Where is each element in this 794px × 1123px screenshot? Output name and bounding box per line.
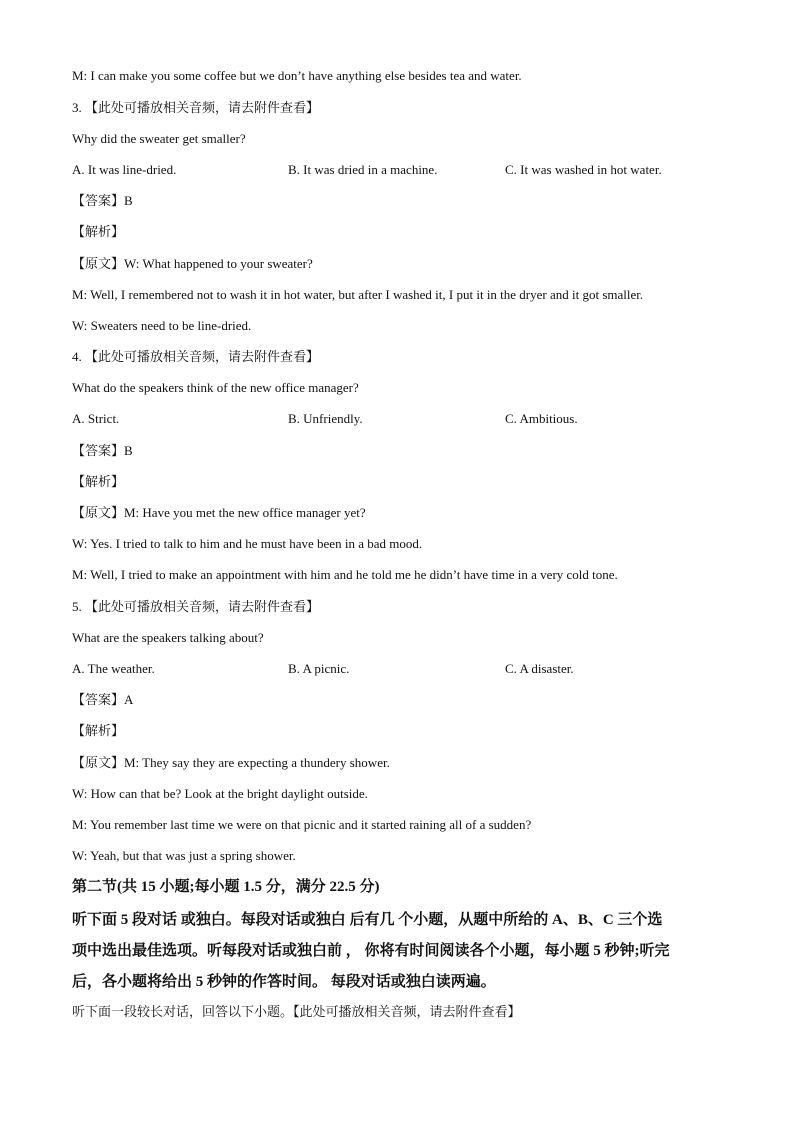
section-instructions-line: 听下面 5 段对话 或独白。每段对话或独白 后有几 个小题，从题中所给的 A、B、C 三个选 xyxy=(72,912,663,928)
transcript-line: W: Yeah, but that was just a spring shower. xyxy=(72,848,296,863)
analysis-label: 【解析】 xyxy=(72,723,125,738)
option-c: C. Ambitious. xyxy=(505,411,578,426)
answer-label: 【答案】A xyxy=(72,692,134,707)
analysis-label: 【解析】 xyxy=(72,224,125,239)
option-b: B. A picnic. xyxy=(288,661,350,676)
transcript-line: W: How can that be? Look at the bright daylight outside. xyxy=(72,786,368,801)
question-5-number: 5. 【此处可播放相关音频，请去附件查看】 xyxy=(72,599,320,614)
option-a: A. Strict. xyxy=(72,411,120,426)
section-heading: 第二节(共 15 小题;每小题 1.5 分，满分 22.5 分) xyxy=(72,879,380,895)
transcript-line: M: You remember last time we were on that picnic and it started raining all of a sudden? xyxy=(72,817,532,832)
transcript-line: 【原文】M: They say they are expecting a thundery shower. xyxy=(72,755,390,770)
transcript-line: M: Well, I tried to make an appointment with him and he told me he didn’t have time in a very cold tone. xyxy=(72,567,618,582)
transcript-line: M: Well, I remembered not to wash it in hot water, but after I washed it, I put it in the dryer and it got smaller. xyxy=(72,287,644,302)
option-a: A. The weather. xyxy=(72,661,155,676)
option-c: C. It was washed in hot water. xyxy=(505,162,662,177)
transcript-line: 【原文】M: Have you met the new office manager yet? xyxy=(72,505,366,520)
section-instructions-line: 项中选出最佳选项。听每段对话或独白前 ， 你将有时间阅读各个小题，每小题 5 秒钟;听完 xyxy=(72,943,670,959)
option-c: C. A disaster. xyxy=(505,661,574,676)
analysis-label: 【解析】 xyxy=(72,474,125,489)
option-a: A. It was line-dried. xyxy=(72,162,177,177)
question-5-text: What are the speakers talking about? xyxy=(72,630,264,645)
transcript-line: W: Sweaters need to be line-dried. xyxy=(72,318,252,333)
question-4-options xyxy=(72,411,722,427)
option-b: B. Unfriendly. xyxy=(288,411,363,426)
question-5-options xyxy=(72,661,722,677)
question-3-number: 3. 【此处可播放相关音频，请去附件查看】 xyxy=(72,100,320,115)
long-dialogue-prompt: 听下面一段较长对话，回答以下小题。【此处可播放相关音频，请去附件查看】 xyxy=(72,1004,521,1019)
question-3-text: Why did the sweater get smaller? xyxy=(72,131,246,146)
question-4-text: What do the speakers think of the new office manager? xyxy=(72,380,359,395)
transcript-line: W: Yes. I tried to talk to him and he must have been in a bad mood. xyxy=(72,536,423,551)
transcript-line: 【原文】W: What happened to your sweater? xyxy=(72,256,313,271)
option-b: B. It was dried in a machine. xyxy=(288,162,438,177)
section-instructions-line: 后，各小题将给出 5 秒钟的作答时间。 每段对话或独白读两遍。 xyxy=(72,974,496,990)
dialogue-line: M: I can make you some coffee but we don’t have anything else besides tea and water. xyxy=(72,68,522,83)
answer-label: 【答案】B xyxy=(72,443,133,458)
question-4-number: 4. 【此处可播放相关音频，请去附件查看】 xyxy=(72,349,320,364)
answer-label: 【答案】B xyxy=(72,193,133,208)
question-3-options xyxy=(72,162,722,178)
